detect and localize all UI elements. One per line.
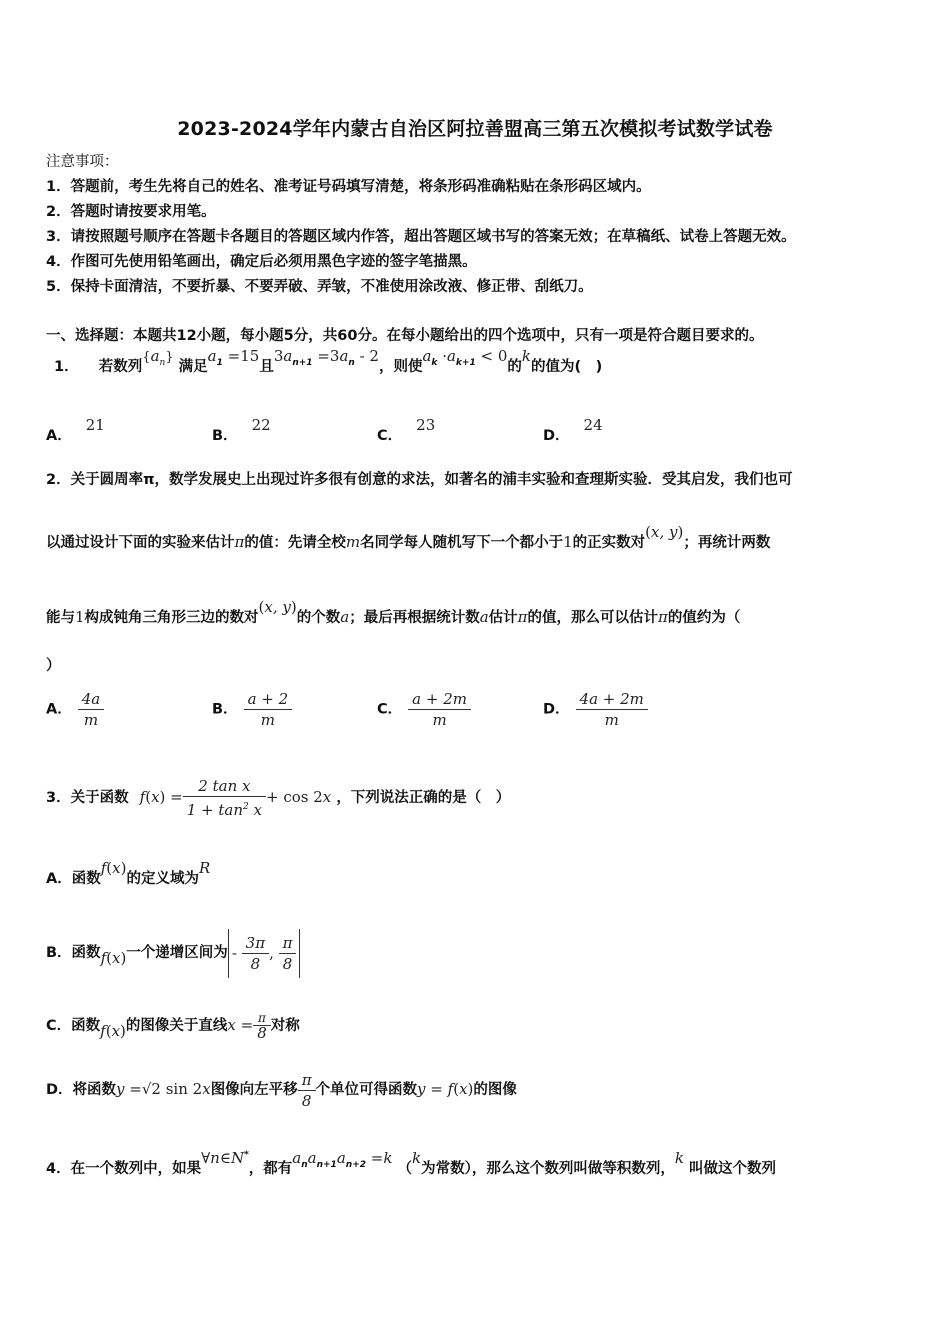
q3-option-b[interactable]: B．函数f(x)一个递增区间为 - $\frac{3\pi}{8}$ , $\frac{\pi}{8}$: [46, 928, 300, 978]
notice-item-3: 3．请按照题号顺序在答题卡各题目的答题区域内作答，超出答题区域书写的答案无效；在草稿纸、试卷上答题无效。: [46, 229, 796, 245]
q2-option-b[interactable]: B． $\frac{a + 2}{m}$: [212, 689, 292, 730]
q3-option-a[interactable]: A．函数f(x)的定义域为R: [46, 859, 211, 887]
q1-option-d[interactable]: D．24: [543, 416, 603, 444]
notice-item-4: 4．作图可先使用铅笔画出，确定后必须用黑色字迹的签字笔描黑。: [46, 254, 477, 270]
q1-option-a[interactable]: A．21: [46, 416, 105, 444]
question-2-line-3: 能与1构成钝角三角形三边的数对(x, y)的个数a；最后再根据统计数a估计π的值，那么可以估计π的值约为（: [46, 598, 741, 626]
math-k: k: [521, 347, 531, 365]
q1-option-b[interactable]: B．22: [212, 416, 271, 444]
section-heading: 一、选择题：本题共12小题，每小题5分，共60分。在每小题给出的四个选项中，只有一项是符合题目要求的。: [46, 328, 764, 344]
q3-option-c[interactable]: C．函数f(x)的图像关于直线x = $\frac{\pi}{8}$ 对称: [46, 1011, 300, 1042]
q2-option-d[interactable]: D． $\frac{4a + 2m}{m}$: [543, 689, 648, 730]
math-condition-1: $a_1 =15$: [207, 347, 260, 368]
question-2-line-1: 2．关于圆周率π，数学发展史上出现过许多很有创意的求法，如著名的浦丰实验和查理斯实验．受其启发，我们也可: [46, 472, 793, 488]
question-4: 4．在一个数列中，如果∀n∈N*，都有$a_na_{n+1}a_{n+2} =k$ （k为常数），那么这个数列叫做等积数列，k 叫做这个数列: [46, 1149, 776, 1177]
notice-item-5: 5．保持卡面清洁，不要折暴、不要弄破、弄皱，不准使用涂改液、修正带、刮纸刀。: [46, 279, 593, 295]
question-1: 1． 若数列$\{a_n\}$ 满足$a_1 =15$且$3a_{n+1} =3a_n - 2$，则使$a_k \cdot a_{k+1} < 0$的k的值为( ): [54, 347, 603, 375]
q3-option-d[interactable]: D．将函数y =√2 sin 2x图像向左平移 $\frac{\pi}{8}$ 个单位可得函数y = f(x)的图像: [46, 1070, 517, 1110]
math-product-condition: $a_k \cdot a_{k+1} < 0$: [422, 347, 508, 368]
math-sequence: $\{a_n\}$: [142, 347, 174, 368]
question-2-line-4: ）: [46, 658, 61, 674]
q2-option-a[interactable]: A． $\frac{4a}{m}$: [46, 689, 104, 730]
question-3: 3．关于函数 f(x) = $\frac{\text{2 tan x}}{1 + \tan^2 x}$ + cos 2x ，下列说法正确的是（ ）: [46, 777, 511, 819]
notice-item-2: 2．答题时请按要求用笔。: [46, 204, 216, 220]
notice-heading: 注意事项：: [46, 154, 119, 170]
q2-option-c[interactable]: C． $\frac{a + 2m}{m}$: [377, 689, 471, 730]
math-recurrence: $3a_{n+1} =3a_n - 2$: [273, 347, 379, 368]
notice-item-1: 1．答题前，考生先将自己的姓名、准考证号码填写清楚，将条形码准确粘贴在条形码区域内。: [46, 179, 651, 195]
page-title: 2023-2024学年内蒙古自治区阿拉善盟高三第五次模拟考试数学试卷: [177, 118, 773, 140]
question-number: 1．: [54, 359, 79, 375]
q1-option-c[interactable]: C．23: [377, 416, 436, 444]
question-2-line-2: 以通过设计下面的实验来估计π的值：先请全校m名同学每人随机写下一个都小于1的正实数对(x, y)；再统计两数: [46, 523, 771, 551]
